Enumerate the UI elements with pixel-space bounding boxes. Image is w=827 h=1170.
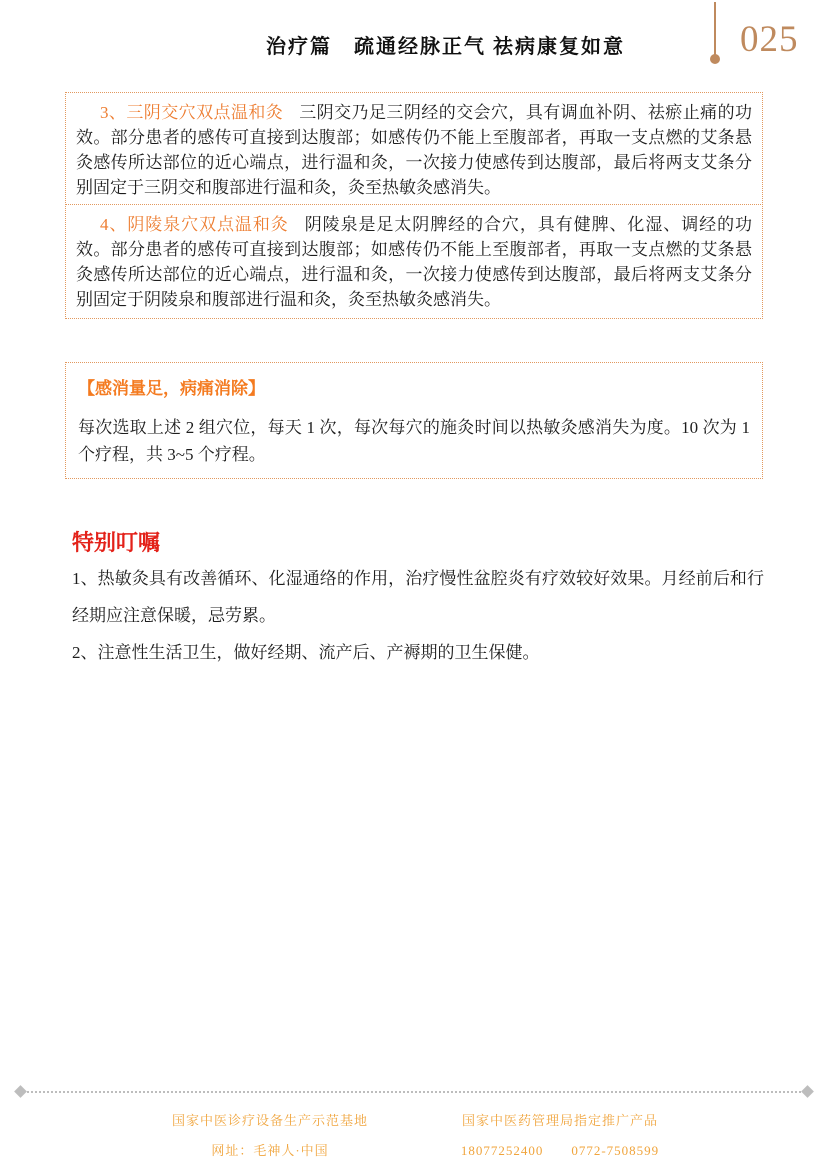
dosage-body: 每次选取上述 2 组穴位，每天 1 次，每次每穴的施灸时间以热敏灸感消失为度。10 次为 1 个疗程，共 3~5 个疗程。 bbox=[78, 418, 750, 464]
special-notes-list bbox=[72, 560, 764, 671]
footer-promo-label: 国家中医药管理局指定推广产品 bbox=[461, 1113, 658, 1128]
footer-phone-numbers: 18077252400 0772-7508599 bbox=[460, 1143, 660, 1158]
treatment-body: 阴陵泉是足太阴脾经的合穴，具有健脾、化湿、调经的功效。部分患者的感传可直接到达腹部；如感传仍不能上至腹部者，再取一支点燃的艾条悬灸感传所达部位的近心端点，进行温和灸，一次接力使感传到达腹部，最后将两支艾条分别固定于阴陵泉和腹部进行温和灸，灸至热敏灸感消失。 bbox=[76, 215, 753, 309]
footer-separator bbox=[27, 1091, 801, 1093]
footer-right-column bbox=[445, 1106, 675, 1166]
dosage-box bbox=[65, 362, 763, 479]
special-note-item: 2、注意性生活卫生，做好经期、流产后、产褥期的卫生保健。 bbox=[72, 643, 540, 662]
special-note-item: 1、热敏灸具有改善循环、化湿通络的作用，治疗慢性盆腔炎有疗效较好效果。月经前后和行经期应注意保暖，忌劳累。 bbox=[72, 569, 764, 625]
diamond-icon bbox=[14, 1085, 27, 1098]
treatment-heading: 3、三阴交穴双点温和灸 bbox=[100, 103, 284, 122]
header-rule-dot-icon bbox=[710, 54, 720, 64]
dosage-heading: 【感消量足，病痛消除】 bbox=[78, 379, 265, 398]
footer-base-label: 国家中医诊疗设备生产示范基地 bbox=[171, 1113, 368, 1128]
treatment-box-yinlingquan bbox=[65, 204, 763, 319]
treatment-body: 三阴交乃足三阴经的交会穴，具有调血补阴、祛瘀止痛的功效。部分患者的感传可直接到达腹部；如感传仍不能上至腹部者，再取一支点燃的艾条悬灸感传所达部位的近心端点，进行温和灸，一次接力使感传到达腹部，最后将两支艾条分别固定于三阴交和腹部进行温和灸，灸至热敏灸感消失。 bbox=[76, 103, 753, 197]
footer-website-label: 网址：毛神人·中国 bbox=[211, 1143, 329, 1158]
treatment-paragraph bbox=[76, 212, 752, 312]
page-number: 025 bbox=[740, 19, 799, 60]
special-notes-title: 特别叮嘱 bbox=[72, 530, 161, 555]
treatment-box-sanyinjiao bbox=[65, 92, 763, 207]
treatment-paragraph bbox=[76, 100, 752, 200]
footer-left-column bbox=[150, 1106, 390, 1166]
treatment-heading: 4、阴陵泉穴双点温和灸 bbox=[100, 215, 289, 234]
header-rule-icon bbox=[714, 2, 716, 55]
page-title: 治疗篇 疏通经脉正气 祛病康复如意 bbox=[266, 36, 625, 58]
diamond-icon bbox=[801, 1085, 814, 1098]
